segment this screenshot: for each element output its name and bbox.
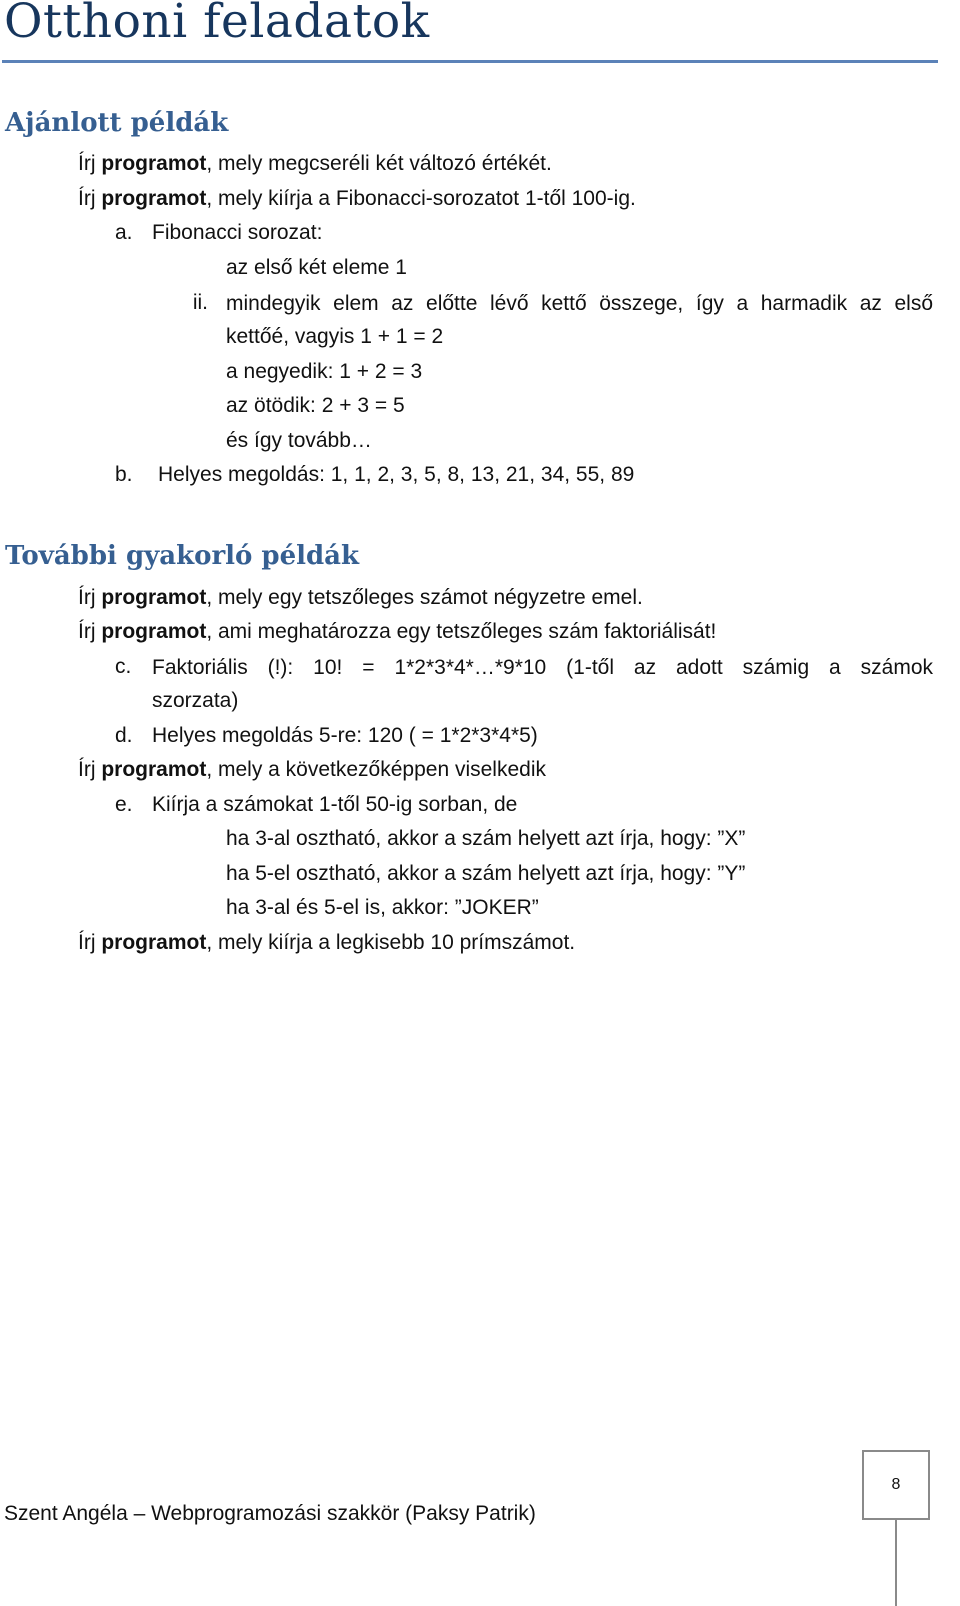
section-heading-practice: További gyakorló példák: [5, 541, 360, 571]
list-text: Faktoriális (!): 10! = 1*2*3*4*…*9*10 (1-től az adott számig a számok: [152, 656, 933, 679]
list-text: ha 3-al és 5-el is, akkor: ”JOKER”: [226, 896, 539, 919]
list-marker: b.: [115, 463, 133, 486]
list-text: Fibonacci sorozat:: [152, 221, 323, 244]
list-text: és így tovább…: [226, 429, 372, 452]
list-text: ha 3-al osztható, akkor a szám helyett azt írja, hogy: ”X”: [226, 827, 746, 850]
list-text: Írj programot, mely kiírja a Fibonacci-sorozatot 1-től 100-ig.: [78, 187, 636, 210]
page-number-box: [862, 1450, 930, 1520]
list-text: Írj programot, mely egy tetszőleges számot négyzetre emel.: [78, 586, 643, 609]
list-marker: c.: [115, 655, 132, 678]
list-text: Írj programot, mely megcseréli két változó értékét.: [78, 152, 552, 175]
page-footer: Szent Angéla – Webprogramozási szakkör (Paksy Patrik): [4, 1502, 536, 1525]
list-text: a negyedik: 1 + 2 = 3: [226, 360, 423, 383]
title-underline: [2, 60, 938, 63]
list-marker: d.: [115, 724, 133, 747]
list-text: kettőé, vagyis 1 + 1 = 2: [226, 325, 444, 348]
page-number-line: [895, 1520, 897, 1606]
list-marker: ii.: [192, 291, 208, 314]
list-text: Írj programot, mely a következőképpen viselkedik: [78, 758, 546, 781]
list-text: szorzata): [152, 689, 239, 712]
list-text: Írj programot, ami meghatározza egy tetszőleges szám faktoriálisát!: [78, 620, 717, 643]
page-number: 8: [891, 1476, 901, 1493]
section-heading-recommended: Ajánlott példák: [5, 108, 229, 138]
page-title: Otthoni feladatok: [4, 0, 430, 49]
list-text: mindegyik elem az előtte lévő kettő összege, így a harmadik az első: [226, 292, 933, 315]
list-text: Helyes megoldás 5-re: 120 ( = 1*2*3*4*5): [152, 724, 538, 747]
list-text: Kiírja a számokat 1-től 50-ig sorban, de: [152, 793, 518, 816]
list-marker: e.: [115, 793, 133, 816]
list-text: Írj programot, mely kiírja a legkisebb 10 prímszámot.: [78, 931, 576, 954]
list-text: az első két eleme 1: [226, 256, 407, 279]
list-text: Helyes megoldás: 1, 1, 2, 3, 5, 8, 13, 21, 34, 55, 89: [158, 463, 635, 486]
list-marker: a.: [115, 221, 133, 244]
list-text: ha 5-el osztható, akkor a szám helyett azt írja, hogy: ”Y”: [226, 862, 746, 885]
list-text: az ötödik: 2 + 3 = 5: [226, 394, 405, 417]
